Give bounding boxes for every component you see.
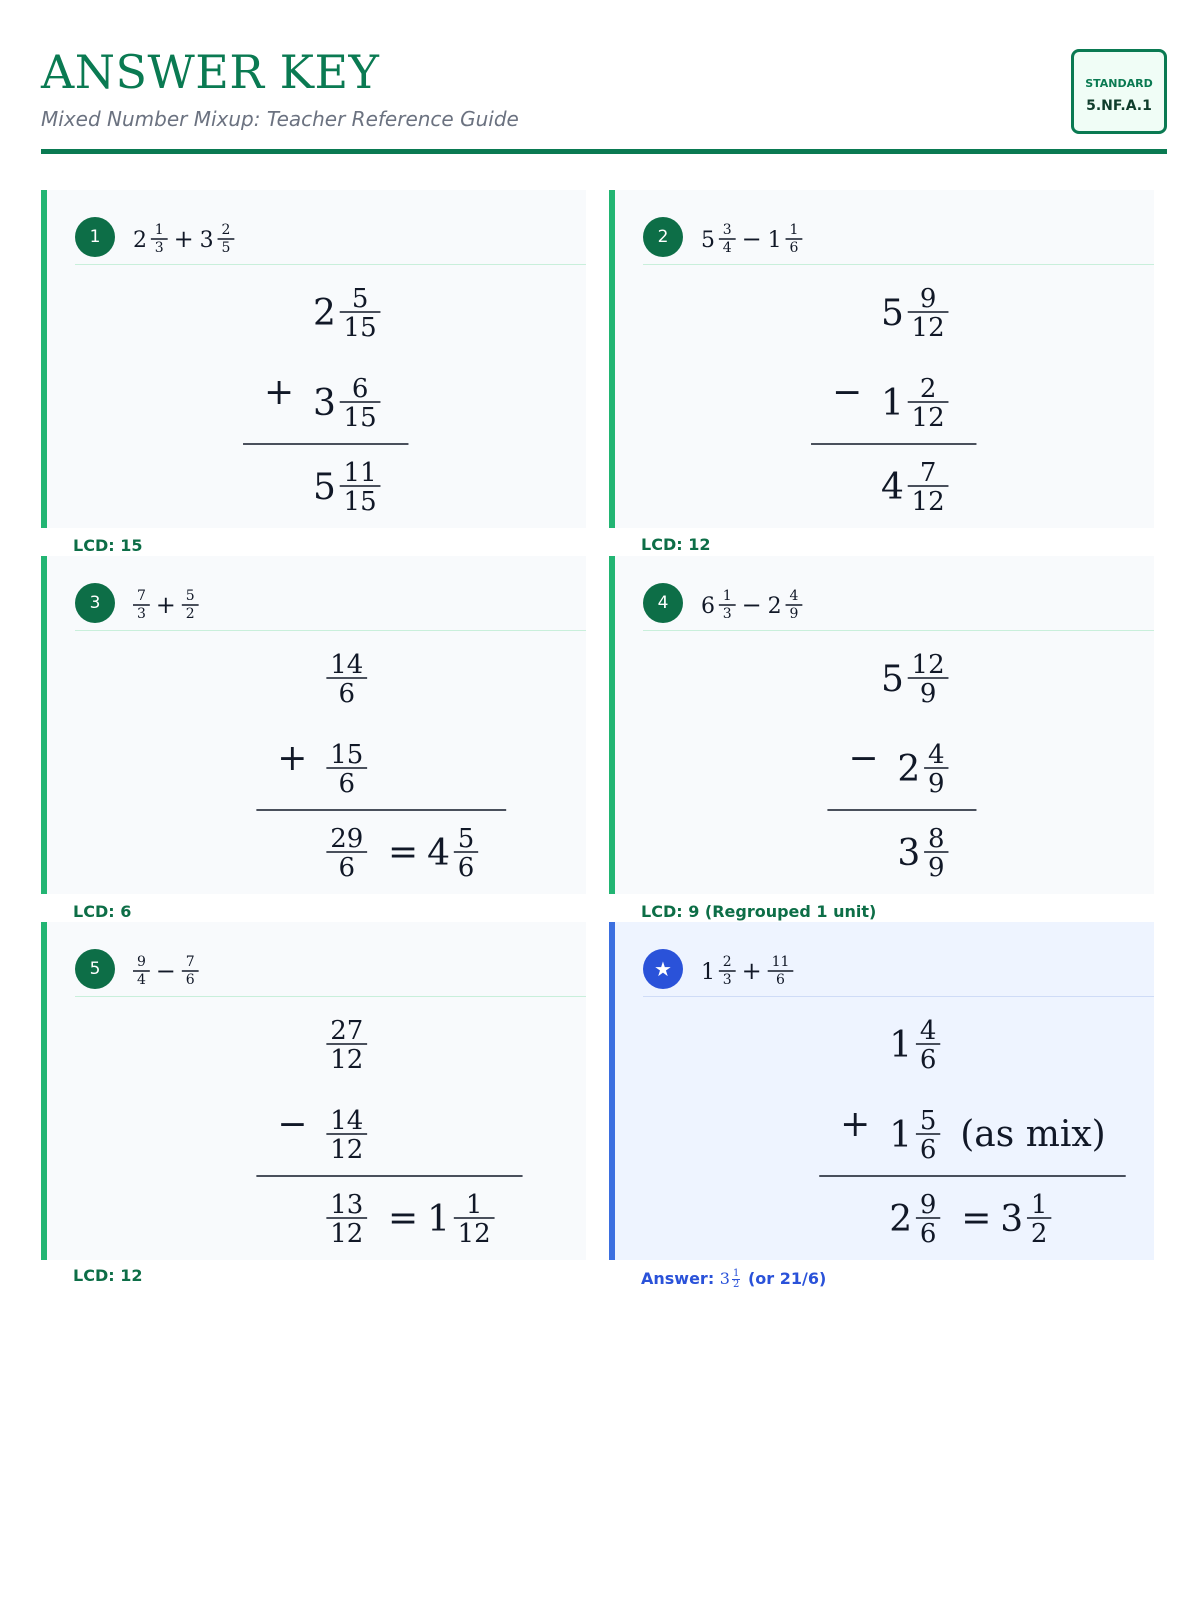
problem-term-whole: 1 (701, 959, 715, 985)
equals-sign: = (388, 832, 419, 873)
problem-term-denominator: 3 (136, 605, 146, 622)
problem-card-5 (41, 922, 586, 1260)
problem-expression (701, 583, 1021, 631)
problem-term-denominator: 3 (722, 605, 732, 622)
bottom-term-denominator: 15 (343, 402, 377, 433)
answer-whole: 3 (719, 1269, 730, 1288)
bottom-suffix: (as mix) (960, 1114, 1106, 1155)
equals-term-denominator: 6 (457, 852, 475, 883)
lcd-note: LCD: 6 (73, 902, 132, 921)
answer-suffix: (or 21/6) (747, 1269, 827, 1288)
top-term-whole: 5 (881, 292, 904, 334)
result-term-numerator: 9 (919, 1190, 937, 1220)
answer-label: Answer: (641, 1269, 715, 1288)
problem-expression (133, 217, 453, 265)
worked-solution (615, 280, 1160, 525)
problem-number-badge: 2 (643, 217, 683, 257)
equals-sign: = (388, 1198, 419, 1239)
standard-badge (1071, 49, 1167, 134)
star-icon: ★ (643, 949, 683, 989)
problem-term-numerator: 5 (185, 588, 195, 604)
page-subtitle: Mixed Number Mixup: Teacher Reference Guide (41, 107, 519, 131)
lcd-note: LCD: 9 (Regrouped 1 unit) (641, 902, 877, 921)
operator: − (848, 738, 879, 779)
worked-solution (47, 646, 592, 891)
header (41, 40, 1167, 154)
problem-card-4 (609, 556, 1154, 894)
bottom-term-whole: 1 (889, 1114, 913, 1156)
top-term-numerator: 4 (919, 1016, 937, 1046)
equals-term-whole: 4 (427, 832, 451, 874)
bottom-term-numerator: 5 (919, 1106, 937, 1136)
result-term-denominator: 9 (928, 852, 945, 883)
bottom-term-whole: 3 (313, 382, 336, 424)
equals-sign: = (961, 1198, 992, 1239)
top-term-numerator: 12 (911, 650, 945, 680)
result-term-denominator: 12 (911, 486, 945, 517)
result-term-numerator: 8 (928, 824, 945, 854)
operator: − (741, 225, 762, 253)
problem-term-numerator: 11 (771, 954, 790, 970)
operator: − (155, 957, 176, 985)
top-term-numerator: 14 (330, 650, 364, 680)
top-term-denominator: 15 (343, 312, 377, 343)
result-term-denominator: 12 (330, 1218, 364, 1249)
lcd-note: LCD: 15 (73, 536, 143, 555)
problem-card-3 (41, 556, 586, 894)
result-term-denominator: 6 (919, 1218, 937, 1249)
problem-term-denominator: 4 (722, 239, 732, 256)
worked-solution (615, 646, 1160, 891)
operator: + (840, 1104, 871, 1145)
bottom-term-denominator: 12 (330, 1134, 364, 1165)
problem-term-whole: 3 (199, 227, 214, 253)
top-term-numerator: 9 (919, 284, 937, 314)
lcd-note: LCD: 12 (73, 1266, 143, 1285)
problem-term-numerator: 4 (789, 588, 799, 604)
problem-term-whole: 6 (701, 593, 715, 619)
top-term-numerator: 5 (351, 284, 369, 314)
top-term-denominator: 12 (911, 312, 945, 343)
problem-term-denominator: 9 (789, 605, 799, 622)
worked-solution (615, 1012, 1160, 1257)
result-term-numerator: 11 (343, 458, 377, 488)
problem-term-numerator: 3 (722, 222, 732, 238)
standard-label: STANDARD (1085, 77, 1153, 90)
bottom-term-numerator: 6 (351, 374, 369, 404)
equals-term-numerator: 1 (465, 1190, 483, 1220)
bonus-problem-card (609, 922, 1154, 1260)
problem-term-denominator: 3 (722, 971, 732, 988)
problem-term-numerator: 1 (789, 222, 799, 238)
result-term-whole: 5 (313, 466, 336, 508)
header-rule (41, 149, 1167, 154)
worked-solution (47, 280, 592, 525)
bottom-term-numerator: 2 (919, 374, 937, 404)
operator: + (263, 372, 295, 413)
equals-term-denominator: 2 (1030, 1218, 1048, 1249)
bottom-term-denominator: 12 (911, 402, 945, 433)
top-term-whole: 2 (313, 292, 336, 334)
top-term-denominator: 6 (919, 1044, 937, 1075)
top-term-denominator: 6 (338, 678, 356, 709)
operator: + (173, 225, 194, 253)
top-term-numerator: 27 (330, 1016, 364, 1046)
top-term-denominator: 12 (330, 1044, 364, 1075)
problem-term-numerator: 7 (136, 588, 146, 604)
problem-expression (701, 949, 1021, 997)
result-term-whole: 3 (897, 832, 921, 874)
result-term-whole: 4 (881, 466, 904, 508)
top-term-whole: 5 (881, 658, 904, 700)
card-divider (643, 630, 1154, 631)
operator: + (741, 957, 762, 985)
problem-term-whole: 1 (767, 227, 782, 253)
result-term-denominator: 15 (343, 486, 377, 517)
equals-term-whole: 1 (427, 1198, 451, 1240)
result-term-whole: 2 (889, 1198, 913, 1240)
problem-term-denominator: 2 (185, 605, 195, 622)
problem-number-badge: 3 (75, 583, 115, 623)
bottom-term-numerator: 4 (928, 740, 945, 770)
problem-expression (133, 583, 453, 631)
problem-number-badge: 5 (75, 949, 115, 989)
result-term-numerator: 13 (330, 1190, 364, 1220)
problem-term-denominator: 5 (221, 239, 231, 256)
problem-term-denominator: 6 (185, 971, 195, 988)
problem-term-whole: 2 (133, 227, 147, 253)
answer-fraction (732, 1269, 740, 1290)
card-divider (75, 630, 586, 631)
problem-term-whole: 2 (767, 593, 782, 619)
worked-solution (47, 1012, 592, 1257)
problem-term-denominator: 6 (789, 239, 799, 256)
bottom-term-numerator: 14 (330, 1106, 364, 1136)
result-term-numerator: 29 (330, 824, 364, 854)
page-title: ANSWER KEY (41, 45, 380, 99)
top-term-whole: 1 (889, 1024, 913, 1066)
problem-term-numerator: 1 (154, 222, 164, 238)
problem-expression (701, 217, 1021, 265)
problem-term-denominator: 3 (154, 239, 164, 256)
problem-number-badge: 4 (643, 583, 683, 623)
bottom-term-whole: 2 (897, 748, 921, 790)
problem-number-badge: 1 (75, 217, 115, 257)
problem-term-numerator: 2 (722, 954, 732, 970)
bottom-term-denominator: 6 (338, 768, 356, 799)
operator: − (277, 1104, 308, 1145)
standard-code: 5.NF.A.1 (1086, 98, 1152, 114)
problem-term-denominator: 4 (136, 971, 146, 988)
operator: − (741, 591, 762, 619)
bottom-term-denominator: 9 (928, 768, 945, 799)
card-divider (643, 996, 1154, 997)
equals-term-numerator: 5 (457, 824, 475, 854)
bottom-term-whole: 1 (881, 382, 904, 424)
top-term-denominator: 9 (919, 678, 937, 709)
equals-term-numerator: 1 (1030, 1190, 1048, 1220)
problem-term-numerator: 2 (221, 222, 231, 238)
equals-term-whole: 3 (1000, 1198, 1024, 1240)
bottom-term-denominator: 6 (919, 1134, 937, 1165)
problem-expression (133, 949, 453, 997)
equals-term-denominator: 12 (457, 1218, 491, 1249)
problem-term-whole: 5 (701, 227, 715, 253)
problem-term-numerator: 9 (136, 954, 146, 970)
problem-term-numerator: 7 (185, 954, 195, 970)
operator: + (277, 738, 308, 779)
lcd-note: LCD: 12 (641, 535, 711, 554)
problem-card-1 (41, 190, 586, 528)
card-divider (75, 264, 586, 265)
result-term-denominator: 6 (338, 852, 356, 883)
card-divider (75, 996, 586, 997)
result-term-numerator: 7 (919, 458, 937, 488)
operator: − (831, 372, 863, 413)
answer-denominator: 2 (732, 1279, 740, 1290)
bonus-answer (641, 1268, 826, 1290)
problem-term-numerator: 1 (722, 588, 732, 604)
answer-numerator: 1 (732, 1268, 740, 1279)
operator: + (155, 591, 176, 619)
bottom-term-numerator: 15 (330, 740, 364, 770)
problem-term-denominator: 6 (776, 971, 785, 988)
card-divider (643, 264, 1154, 265)
problem-card-2 (609, 190, 1154, 528)
